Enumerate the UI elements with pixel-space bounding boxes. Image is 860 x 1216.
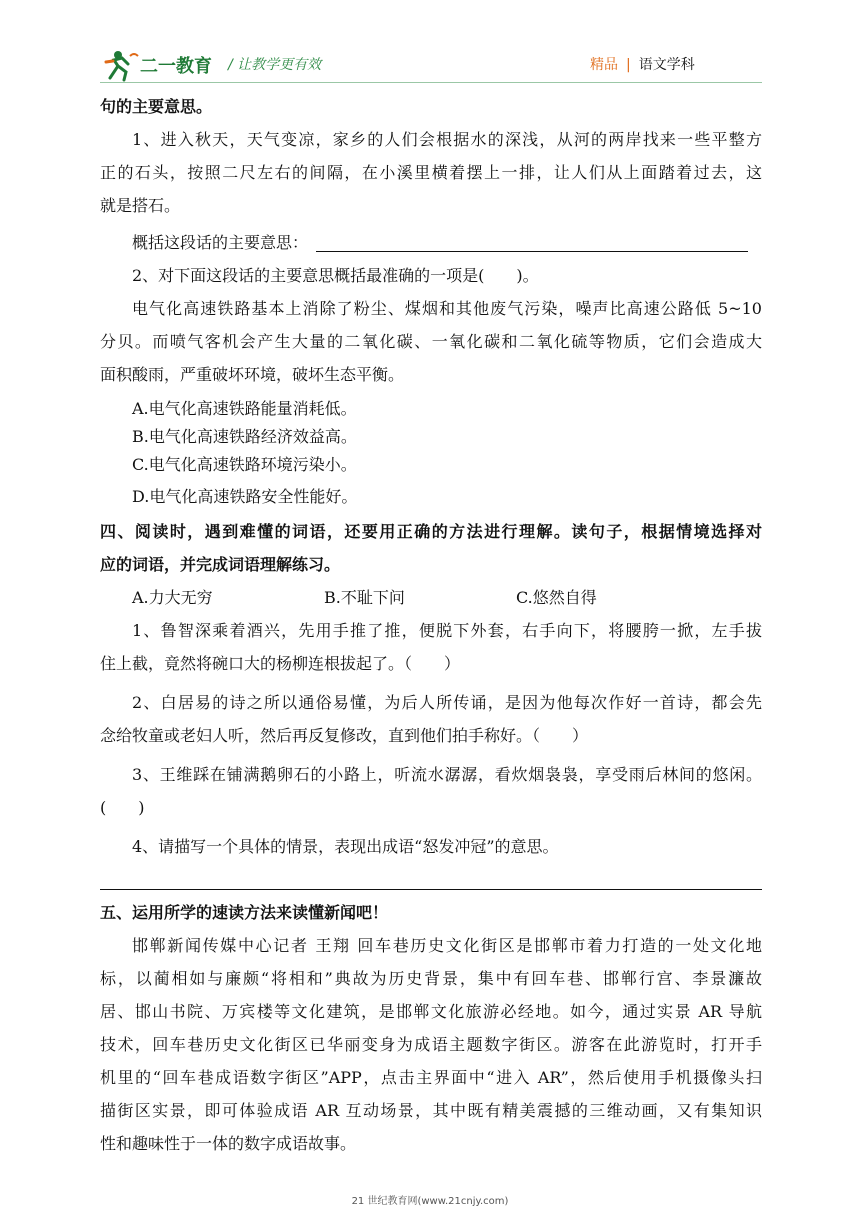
brand-label <box>590 54 695 74</box>
q3-2-question: 2、对下面这段话的主要意思概括最准确的一项是( )。 <box>132 266 539 285</box>
s5-line-1: 邯郸新闻传媒中心记者 王翔 回车巷历史文化街区是邯郸市着力打造的一处文化地 <box>132 936 762 955</box>
choice-b: B.不耻下问 <box>324 588 405 607</box>
s5-line-6: 描街区实景，即可体验成语 AR 互动场景，其中既有精美震撼的三维动画，又有集知识 <box>100 1101 762 1120</box>
section4-choices <box>100 581 762 614</box>
s4-q3-line-1: 3、王维踩在铺满鹅卵石的小路上，听流水潺潺，看炊烟袅袅，享受雨后林间的悠闲。 <box>132 765 762 784</box>
option-b: B.电气化高速铁路经济效益高。 <box>132 427 357 446</box>
section3-tail: 句的主要意思。 <box>100 97 213 116</box>
q3-1-prompt: 概括这段话的主要意思： <box>132 233 309 252</box>
option-c: C.电气化高速铁路环境污染小。 <box>132 455 357 474</box>
s4-q4: 4、请描写一个具体的情景，表现出成语“怒发冲冠”的意思。 <box>132 837 559 856</box>
q3-2-passage-line-1: 电气化高速铁路基本上消除了粉尘、煤烟和其他废气污染，噪声比高速公路低 5~10 <box>132 299 762 318</box>
slogan: / 让教学更有效 <box>228 57 322 73</box>
s5-line-5: 机里的“回车巷成语数字街区”APP，点击主界面中“进入 AR”，然后使用手机摄像头扫 <box>100 1068 762 1087</box>
q3-1-prompt-row <box>100 226 762 259</box>
choice-c: C.悠然自得 <box>516 588 597 607</box>
s5-line-7: 性和趣味性于一体的数字成语故事。 <box>100 1134 357 1153</box>
s5-line-2: 标，以蔺相如与廉颇“将相和”典故为历史背景，集中有回车巷、邯郸行宫、李景濂故 <box>100 969 762 988</box>
q3-1-line-1: 1、进入秋天，天气变凉，家乡的人们会根据水的深浅，从河的两岸找来一些平整方 <box>132 130 762 149</box>
q3-2-passage-line-3: 面积酸雨，严重破坏环境，破坏生态平衡。 <box>100 365 405 384</box>
section4-title-line-1: 四、阅读时，遇到难懂的词语，还要用正确的方法进行理解。读句子，根据情境选择对 <box>100 522 762 541</box>
s4-q1-line-2: 住上截，竟然将碗口大的杨柳连根拔起了。（ ） <box>100 654 461 673</box>
q3-2-passage-line-2: 分贝。而喷气客机会产生大量的二氧化碳、一氧化碳和二氧化硫等物质，它们会造成大 <box>100 332 762 351</box>
page-footer: 21 世纪教育网(www.21cnjy.com) <box>351 1196 509 1207</box>
s4-q2-line-2: 念给牧童或老妇人听，然后再反复修改，直到他们拍手称好。（ ） <box>100 726 589 745</box>
answer-blank-line[interactable] <box>316 250 748 252</box>
s4-q3-line-2: ( ) <box>100 798 145 817</box>
worksheet-content <box>100 90 762 1160</box>
q3-1-line-3: 就是搭石。 <box>100 196 181 215</box>
brand-jingpin: 精品 <box>590 57 618 73</box>
option-a: A.电气化高速铁路能量消耗低。 <box>132 399 357 418</box>
brand-subject: 语文学科 <box>638 57 695 73</box>
s4-q1-line-1: 1、鲁智深乘着酒兴，先用手推了推，便脱下外套，右手向下，将腰胯一掀，左手拔 <box>132 621 762 640</box>
s5-line-3: 居、邯山书院、万宾楼等文化建筑，是邯郸文化旅游必经地。如今，通过实景 AR 导航 <box>100 1002 762 1021</box>
choice-a: A.力大无穷 <box>132 588 213 607</box>
section5-title: 五、运用所学的速读方法来读懂新闻吧！ <box>100 903 389 922</box>
q3-1-line-2: 正的石头，按照二尺左右的间隔，在小溪里横着摆上一排，让人们从上面踏着过去，这 <box>100 163 762 182</box>
page-header <box>0 0 860 92</box>
option-d: D.电气化高速铁路安全性能好。 <box>132 487 358 506</box>
section4-title-line-2: 应的词语，并完成词语理解练习。 <box>100 555 341 574</box>
s5-line-4: 技术，回车巷历史文化街区已华丽变身为成语主题数字街区。游客在此游览时，打开手 <box>100 1035 762 1054</box>
logo-text: 二一教育 <box>140 56 212 77</box>
brand-separator: | <box>626 57 631 73</box>
s4-q2-line-1: 2、白居易的诗之所以通俗易懂，为后人所传诵，是因为他每次作好一首诗，都会先 <box>132 693 762 712</box>
header-divider <box>100 82 762 83</box>
